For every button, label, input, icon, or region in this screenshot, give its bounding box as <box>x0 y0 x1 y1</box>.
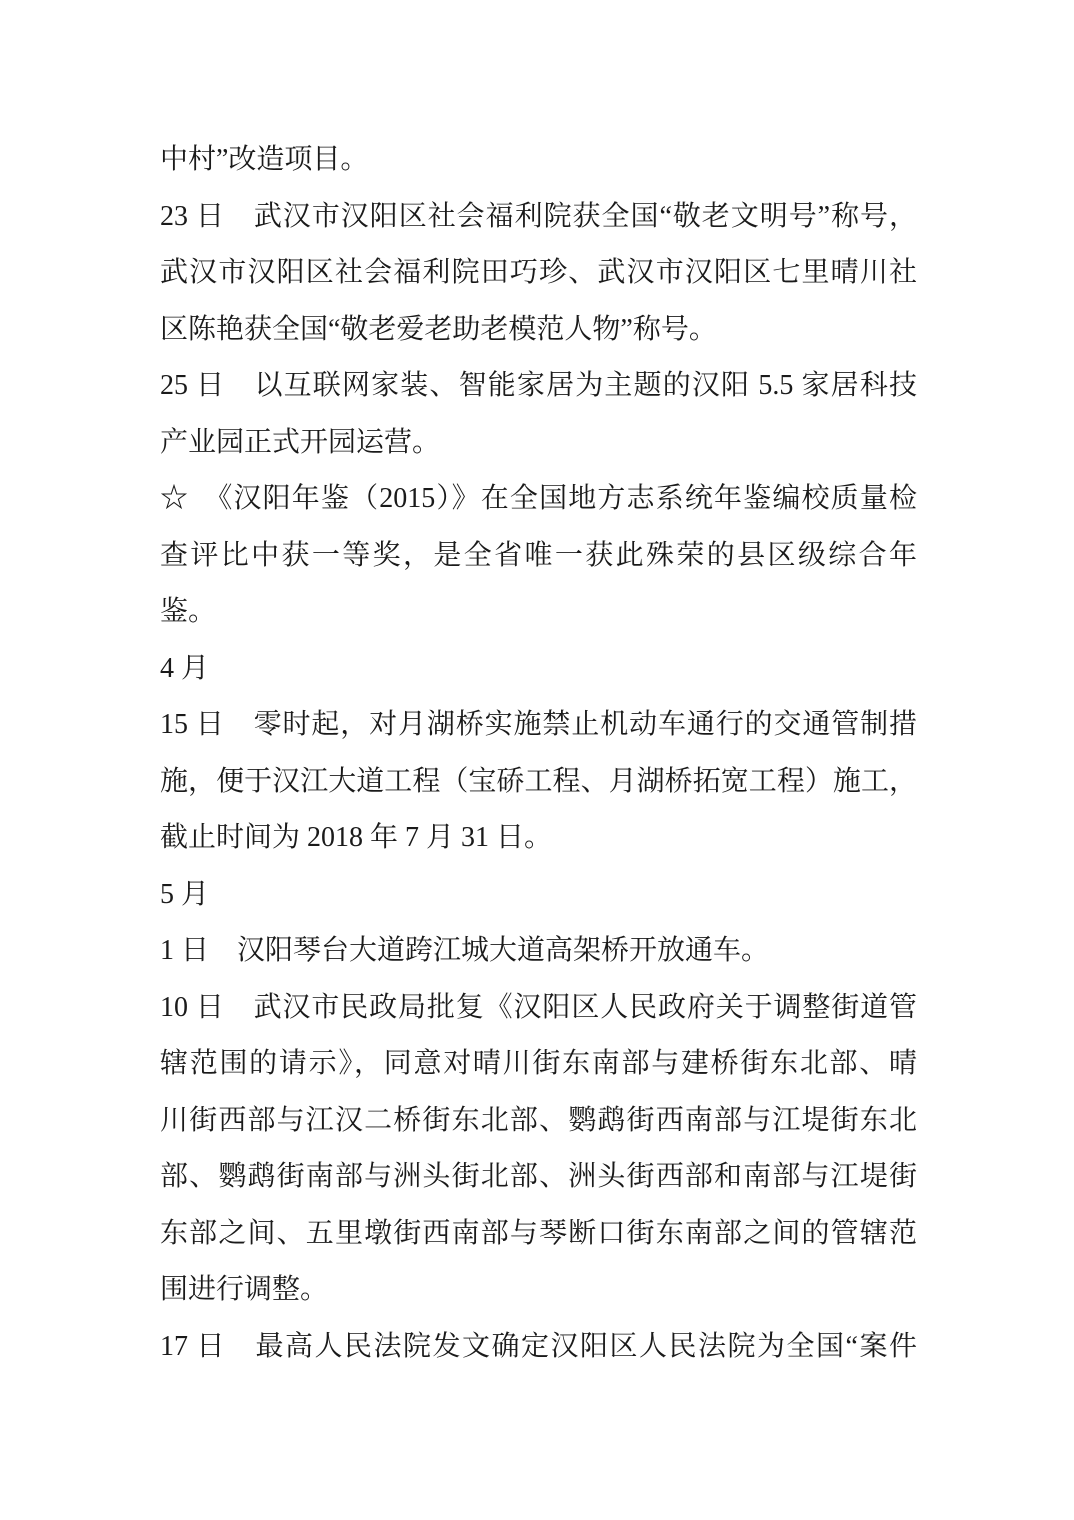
text-line: 10 日 武汉市民政局批复《汉阳区人民政府关于调整街道管 <box>160 991 917 1023</box>
text-line: 川街西部与江汉二桥街东北部、鹦鹉街西南部与江堤街东北 <box>160 1104 917 1136</box>
text-line: ☆ 《汉阳年鉴（2015）》在全国地方志系统年鉴编校质量检 <box>160 483 917 514</box>
text-line: 15 日 零时起，对月湖桥实施禁止机动车通行的交通管制措 <box>160 709 917 740</box>
text-line: 1 日 汉阳琴台大道跨江城大道高架桥开放通车。 <box>160 935 770 966</box>
text-line: 25 日 以互联网家装、智能家居为主题的汉阳 5.5 家居科技 <box>160 370 917 401</box>
text-line: 产业园正式开园运营。 <box>160 426 441 458</box>
text-line: 鉴。 <box>160 596 217 627</box>
text-line: 区陈艳获全国“敬老爱老助老模范人物”称号。 <box>160 313 717 345</box>
month-heading: 5 月 <box>160 878 210 910</box>
text-line: 东部之间、五里墩街西南部与琴断口街东南部之间的管辖范 <box>160 1217 917 1249</box>
text-line: 围进行调整。 <box>160 1274 329 1305</box>
text-line: 部、鹦鹉街南部与洲头街北部、洲头街西部和南部与江堤街 <box>160 1161 917 1192</box>
text-line: 辖范围的请示》，同意对晴川街东南部与建桥街东北部、晴 <box>160 1048 917 1079</box>
month-heading: 4 月 <box>160 652 210 684</box>
text-line: 查评比中获一等奖，是全省唯一获此殊荣的县区级综合年 <box>160 539 917 571</box>
text-line: 武汉市汉阳区社会福利院田巧珍、武汉市汉阳区七里晴川社 <box>160 257 917 288</box>
text-line: 中村”改造项目。 <box>160 144 369 175</box>
text-block <box>160 132 917 1375</box>
text-line: 施，便于汉江大道工程（宝硚工程、月湖桥拓宽工程）施工， <box>160 765 917 797</box>
text-line: 截止时间为 2018 年 7 月 31 日。 <box>160 822 553 853</box>
text-line: 23 日 武汉市汉阳区社会福利院获全国“敬老文明号”称号， <box>160 200 917 232</box>
text-line: 17 日 最高人民法院发文确定汉阳区人民法院为全国“案件 <box>160 1330 917 1362</box>
